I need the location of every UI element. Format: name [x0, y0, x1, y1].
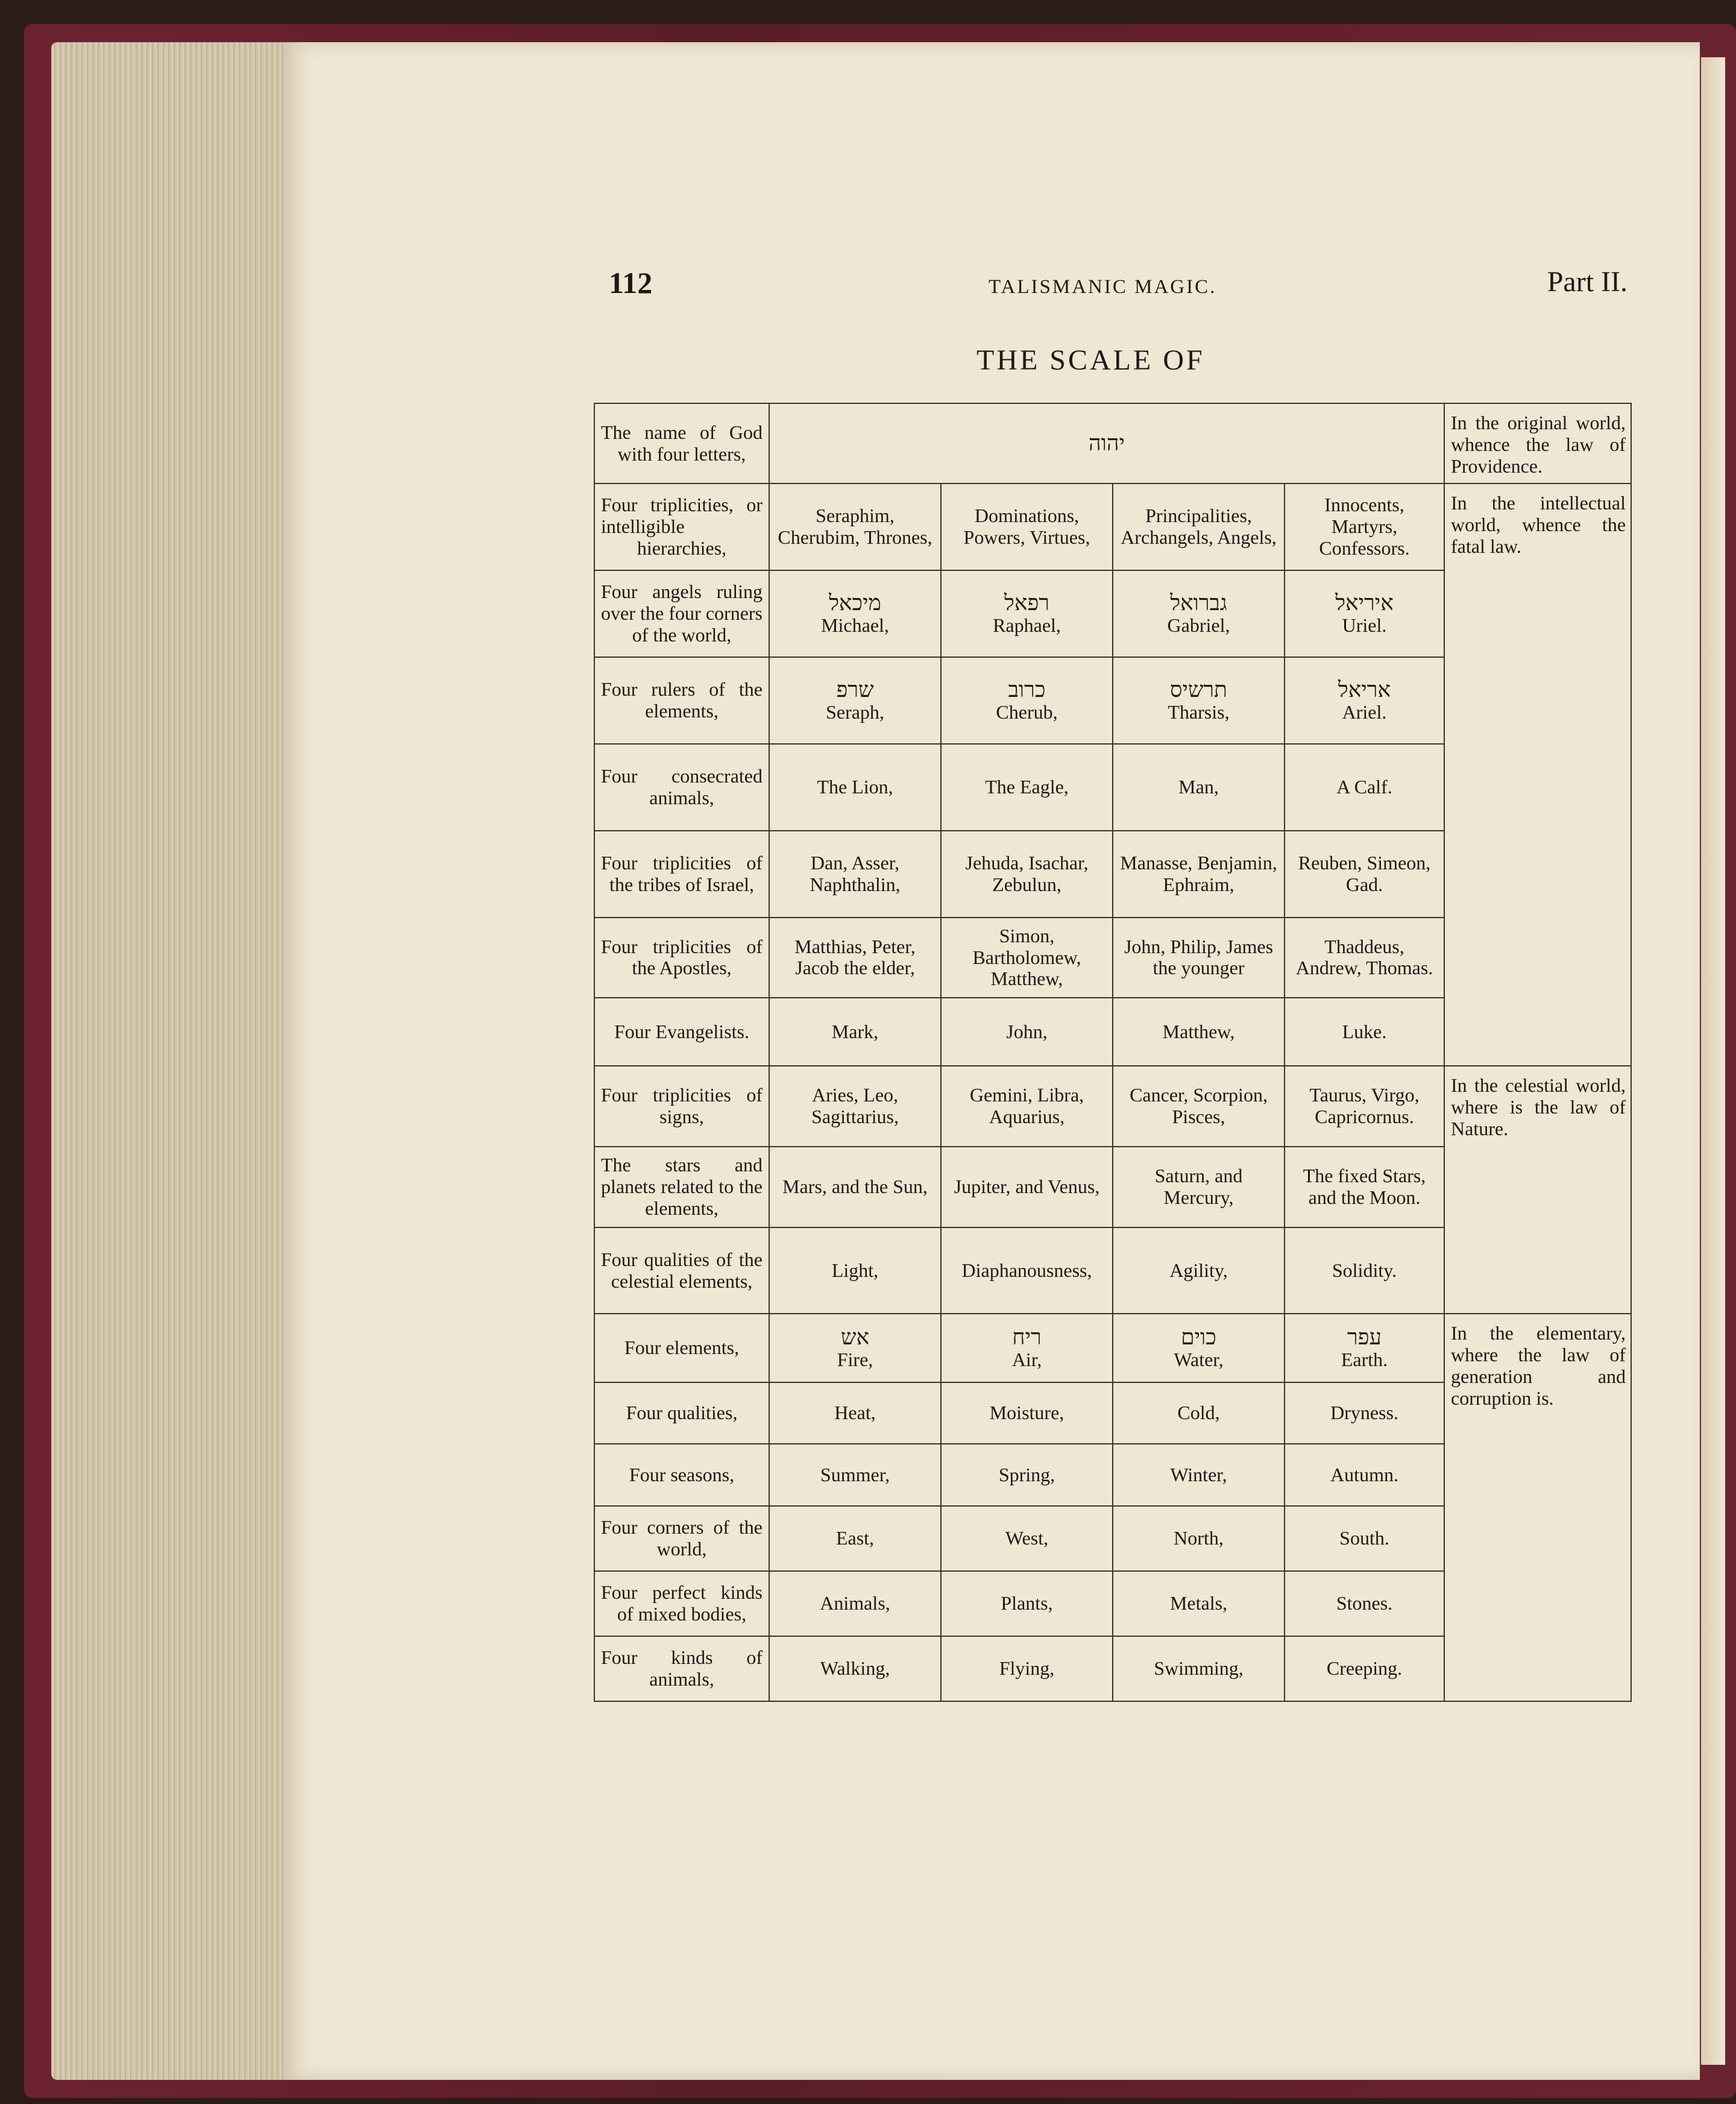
table-cell	[1113, 998, 1285, 1066]
table-cell	[941, 1571, 1113, 1636]
table-cell	[1113, 1147, 1285, 1227]
cell-text: Michael,	[821, 614, 889, 637]
running-header	[609, 265, 1628, 307]
table-cell	[941, 1147, 1113, 1227]
table-cell	[941, 1066, 1113, 1147]
table-cell	[941, 483, 1113, 570]
table-cell	[769, 998, 941, 1066]
table-cell	[769, 483, 941, 570]
cell-text: Water,	[1174, 1349, 1224, 1371]
hebrew-name: גברואל	[1170, 590, 1227, 615]
table-cell	[769, 918, 941, 998]
table-cell	[769, 831, 941, 918]
table-cell	[1113, 657, 1285, 744]
cell-text: The Lion,	[817, 775, 893, 798]
cell-text: Principalities, Archangels, Angels,	[1121, 505, 1277, 549]
table-cell	[1285, 1571, 1444, 1636]
hebrew-name: אריאל	[1338, 677, 1391, 702]
row-label: Four Evangelists.	[594, 998, 769, 1066]
world-celestial: In the celestial world, where is the law of Nature.	[1444, 1066, 1631, 1314]
cell-text: Cold,	[1177, 1402, 1220, 1423]
table-cell	[1113, 483, 1285, 570]
cell-text: Mars, and the Sun,	[782, 1175, 928, 1197]
cell-text: Solidity.	[1332, 1259, 1397, 1281]
table-cell	[769, 570, 941, 657]
row-label: Four qualities,	[594, 1382, 769, 1444]
cell-text: Swimming,	[1154, 1657, 1244, 1680]
table-cell	[1285, 1382, 1444, 1444]
table-cell	[1113, 744, 1285, 831]
cell-text: A Calf.	[1336, 775, 1392, 798]
page-edges	[51, 42, 286, 2080]
cell-text: Manasse, Benjamin, Ephraim,	[1120, 851, 1277, 895]
world-original: In the original world, whence the law of Providence.	[1444, 403, 1631, 483]
page-title: THE SCALE OF	[976, 344, 1205, 376]
cell-text: West,	[1005, 1527, 1049, 1549]
cell-text: Stones.	[1336, 1592, 1393, 1614]
cell-text: Agility,	[1169, 1259, 1228, 1281]
table-cell	[1113, 831, 1285, 918]
table-cell	[941, 998, 1113, 1066]
cell-text: Air,	[1011, 1349, 1042, 1371]
row-label: Four triplicities of signs,	[594, 1066, 769, 1147]
row-label: Four triplicities of the Apostles,	[594, 918, 769, 998]
cell-text: The Eagle,	[985, 775, 1069, 798]
table-cell	[1285, 570, 1444, 657]
cell-text: Spring,	[998, 1463, 1055, 1485]
row-label: The stars and planets related to the elements,	[594, 1147, 769, 1227]
table-cell	[941, 1506, 1113, 1571]
cell-text: Diaphanousness,	[961, 1259, 1092, 1281]
table-cell	[1113, 1066, 1285, 1147]
cell-text: Thaddeus, Andrew, Thomas.	[1295, 935, 1433, 979]
cell-text: Gemini, Libra, Aquarius,	[969, 1084, 1084, 1128]
table-cell	[1113, 1571, 1285, 1636]
cell-text: Innocents, Martyrs, Confessors.	[1319, 494, 1410, 559]
cell-text: Seraph,	[826, 701, 884, 723]
scale-table	[594, 403, 1632, 1702]
row-label: Four perfect kinds of mixed bodies,	[594, 1571, 769, 1636]
row-label: Four corners of the world,	[594, 1506, 769, 1571]
table-cell	[1285, 998, 1444, 1066]
table-row	[594, 483, 1631, 570]
table-cell	[769, 1314, 941, 1382]
cell-text: Simon, Bartholomew, Matthew,	[972, 924, 1081, 990]
row-label: Four consecrated animals,	[594, 744, 769, 831]
table-cell	[769, 1571, 941, 1636]
world-intellectual: In the intellectual world, whence the fatal law.	[1444, 483, 1631, 1066]
name-of-god: יהוה	[769, 403, 1444, 483]
table-cell	[1113, 1444, 1285, 1506]
cell-text: Winter,	[1170, 1463, 1227, 1485]
cell-text: Mark,	[831, 1020, 879, 1042]
hebrew-name: שרפ	[836, 677, 874, 702]
table-cell	[1285, 1066, 1444, 1147]
table-cell	[1285, 744, 1444, 831]
table-cell	[1285, 1636, 1444, 1701]
table-row	[594, 403, 1631, 483]
hebrew-name: תרשיס	[1169, 677, 1228, 702]
cell-text: Cancer, Scorpion, Pisces,	[1130, 1084, 1268, 1128]
table-row	[594, 1314, 1631, 1382]
table-cell	[941, 1382, 1113, 1444]
cell-text: Dryness.	[1330, 1402, 1398, 1423]
table-cell	[1285, 483, 1444, 570]
cell-text: Flying,	[999, 1657, 1055, 1680]
table-cell	[941, 657, 1113, 744]
hebrew-name: מיכאל	[829, 590, 881, 615]
table-cell	[1285, 1227, 1444, 1314]
facing-page-edge	[1701, 57, 1725, 2065]
cell-text: Dan, Asser, Naphthalin,	[810, 851, 901, 895]
row-label: Four triplicities, or intelligible hierarchies,	[594, 483, 769, 570]
row-label: Four rulers of the elements,	[594, 657, 769, 744]
cell-text: Gabriel,	[1167, 614, 1230, 637]
table-cell	[769, 1444, 941, 1506]
cell-text: Saturn, and Mercury,	[1154, 1164, 1243, 1208]
cell-text: Matthew,	[1162, 1020, 1235, 1042]
row-label: Four elements,	[594, 1314, 769, 1382]
table-cell	[941, 570, 1113, 657]
row-label: Four seasons,	[594, 1444, 769, 1506]
cell-text: Earth.	[1341, 1349, 1388, 1371]
table-cell	[1113, 1506, 1285, 1571]
table-cell	[769, 1227, 941, 1314]
running-title: TALISMANIC MAGIC.	[989, 276, 1217, 298]
table-cell	[1285, 831, 1444, 918]
cell-text: East,	[835, 1527, 875, 1549]
table-cell	[1285, 1506, 1444, 1571]
part-label: Part II.	[1547, 266, 1628, 298]
cell-text: Walking,	[820, 1657, 890, 1680]
cell-text: Fire,	[837, 1349, 873, 1371]
table-cell	[1113, 570, 1285, 657]
hebrew-name: כרוב	[1008, 677, 1046, 702]
cell-text: Dominations, Powers, Virtues,	[963, 505, 1090, 549]
cell-text: Plants,	[1001, 1592, 1053, 1614]
page-number: 112	[609, 266, 653, 300]
cell-text: Animals,	[820, 1592, 890, 1614]
table-cell	[1285, 1147, 1444, 1227]
cell-text: Cherub,	[996, 701, 1058, 723]
table-cell	[769, 1636, 941, 1701]
table-cell	[1113, 1636, 1285, 1701]
table-cell	[941, 1444, 1113, 1506]
cell-text: Man,	[1178, 775, 1219, 798]
table-cell	[769, 1506, 941, 1571]
cell-text: Jehuda, Isachar, Zebulun,	[965, 851, 1089, 895]
cell-text: North,	[1174, 1527, 1224, 1549]
table-cell	[1285, 657, 1444, 744]
cell-text: Raphael,	[993, 614, 1061, 637]
table-cell	[1113, 1227, 1285, 1314]
cell-text: Matthias, Peter, Jacob the elder,	[794, 935, 916, 979]
world-elementary: In the elementary, where the law of generation and corruption is.	[1444, 1314, 1631, 1701]
table-cell	[1285, 918, 1444, 998]
cell-text: John,	[1006, 1020, 1048, 1042]
table-cell	[941, 1227, 1113, 1314]
table-cell	[1285, 1444, 1444, 1506]
table-cell	[941, 744, 1113, 831]
table-cell	[1113, 1314, 1285, 1382]
cell-text: Ariel.	[1342, 701, 1387, 723]
cell-text: Tharsis,	[1168, 701, 1230, 723]
hebrew-name: איריאל	[1335, 590, 1394, 615]
table-cell	[941, 1636, 1113, 1701]
cell-text: Seraphim, Cherubim, Thrones,	[778, 505, 932, 549]
table-cell	[1113, 918, 1285, 998]
cell-text: Creeping.	[1326, 1657, 1403, 1680]
row-label: Four triplicities of the tribes of Israel,	[594, 831, 769, 918]
table-cell	[941, 1314, 1113, 1382]
hebrew-name: כוים	[1181, 1324, 1216, 1349]
cell-text: Aries, Leo, Sagittarius,	[811, 1084, 899, 1128]
row-label: The name of God with four letters,	[594, 403, 769, 483]
cell-text: Uriel.	[1342, 614, 1387, 637]
table-cell	[769, 744, 941, 831]
cell-text: Summer,	[820, 1463, 890, 1485]
cell-text: Metals,	[1169, 1592, 1228, 1614]
cell-text: South.	[1339, 1527, 1389, 1549]
table-cell	[769, 1147, 941, 1227]
cell-text: Autumn.	[1330, 1463, 1398, 1485]
table-cell	[1285, 1314, 1444, 1382]
cell-text: Moisture,	[989, 1402, 1065, 1423]
cell-text: Jupiter, and Venus,	[954, 1175, 1100, 1197]
table-cell	[769, 1066, 941, 1147]
hebrew-name: רפאל	[1004, 590, 1049, 615]
cell-text: The fixed Stars, and the Moon.	[1303, 1164, 1426, 1208]
table-cell	[769, 657, 941, 744]
hebrew-name: ריח	[1012, 1324, 1042, 1349]
row-label: Four qualities of the celestial elements,	[594, 1227, 769, 1314]
cell-text: Taurus, Virgo, Capricornus.	[1309, 1084, 1420, 1128]
hebrew-name: עפר	[1347, 1324, 1382, 1349]
cell-text: Light,	[831, 1259, 879, 1281]
cell-text: John, Philip, James the younger	[1124, 935, 1274, 979]
table-cell	[941, 918, 1113, 998]
cell-text: Heat,	[834, 1402, 876, 1423]
cell-text: Luke.	[1342, 1020, 1387, 1042]
table-cell	[941, 831, 1113, 918]
cell-text: Reuben, Simeon, Gad.	[1298, 851, 1431, 895]
hebrew-name: אש	[840, 1324, 870, 1349]
table-cell	[769, 1382, 941, 1444]
table-cell	[1113, 1382, 1285, 1444]
row-label: Four kinds of animals,	[594, 1636, 769, 1701]
row-label: Four angels ruling over the four corners of the world,	[594, 570, 769, 657]
table-row	[594, 1066, 1631, 1147]
